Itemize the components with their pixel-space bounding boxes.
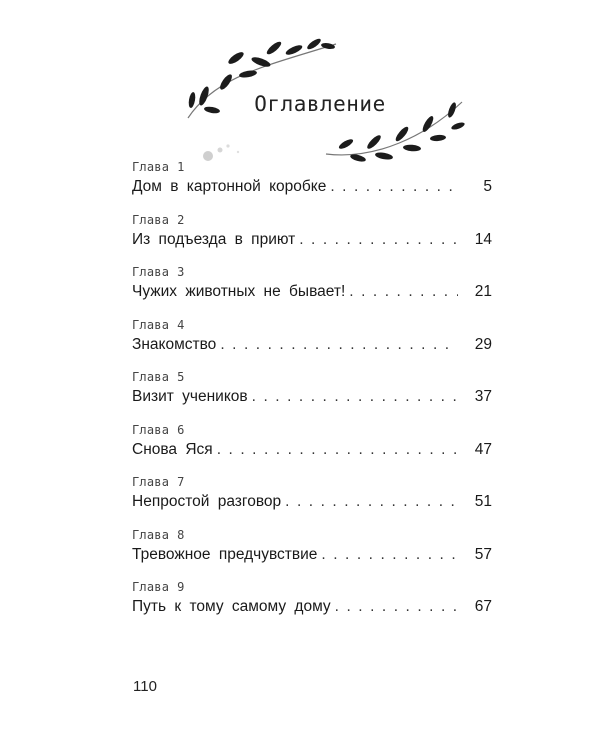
chapter-number: 6: [177, 422, 185, 437]
page-ref: 14: [474, 230, 492, 248]
chapter-title: Чужих животных не бывает!: [132, 283, 346, 300]
page-ref: 37: [474, 388, 492, 405]
chapter-number: 9: [177, 580, 185, 594]
chapter-label: Глава 5: [132, 370, 185, 384]
chapter-title: Непростой разговор: [132, 493, 282, 510]
page-ref: 51: [474, 493, 492, 510]
page-number: 110: [133, 678, 157, 695]
dot-leader: [349, 281, 458, 303]
toc-entry[interactable]: [132, 158, 492, 211]
chapter-number: 5: [177, 370, 185, 384]
dot-leader: [285, 491, 458, 513]
chapter-label: Глава 4: [132, 317, 185, 332]
chapter-title: Знакомство: [132, 335, 217, 353]
page-ref: 47: [474, 440, 492, 458]
chapter-label: Глава 7: [132, 475, 185, 489]
toc-entry[interactable]: [132, 211, 492, 264]
toc-title: Оглавление: [254, 92, 386, 116]
chapter-title: Из подъезда в приют: [132, 230, 296, 248]
chapter-label: Глава 8: [132, 527, 185, 542]
page-ref: 57: [474, 545, 492, 563]
toc-entry[interactable]: [132, 473, 492, 526]
chapter-label: Глава 9: [132, 580, 185, 594]
table-of-contents: [132, 158, 492, 631]
chapter-number: 4: [177, 317, 185, 332]
toc-entry[interactable]: [132, 421, 492, 474]
chapter-title: Дом в картонной коробке: [132, 178, 327, 195]
dot-leader: [335, 596, 458, 618]
toc-entry[interactable]: [132, 263, 492, 316]
dot-leader: [330, 176, 458, 198]
toc-entry[interactable]: [132, 316, 492, 369]
dot-leader: [299, 229, 458, 251]
dot-leader: [217, 439, 458, 461]
toc-entry[interactable]: [132, 578, 492, 631]
chapter-number: 8: [177, 527, 185, 542]
dot-leader: [321, 544, 458, 566]
dot-leader: [220, 334, 458, 356]
toc-entry[interactable]: [132, 368, 492, 421]
page-ref: 67: [474, 598, 492, 615]
chapter-title: Визит учеников: [132, 388, 248, 405]
chapter-label: Глава 6: [132, 422, 185, 437]
page-ref: 21: [474, 283, 492, 300]
chapter-number: 1: [177, 160, 185, 174]
chapter-number: 3: [177, 265, 185, 279]
chapter-label: Глава 2: [132, 212, 185, 227]
chapter-number: 2: [177, 212, 185, 227]
page-ref: 29: [474, 335, 492, 353]
chapter-label: Глава 3: [132, 265, 185, 279]
chapter-number: 7: [177, 475, 185, 489]
page-ref: 5: [483, 178, 492, 195]
chapter-title: Снова Яся: [132, 440, 213, 458]
toc-entry[interactable]: [132, 526, 492, 579]
dot-leader: [252, 386, 458, 408]
chapter-label: Глава 1: [132, 160, 185, 174]
chapter-title: Путь к тому самому дому: [132, 598, 331, 615]
chapter-title: Тревожное предчувствие: [132, 545, 318, 563]
